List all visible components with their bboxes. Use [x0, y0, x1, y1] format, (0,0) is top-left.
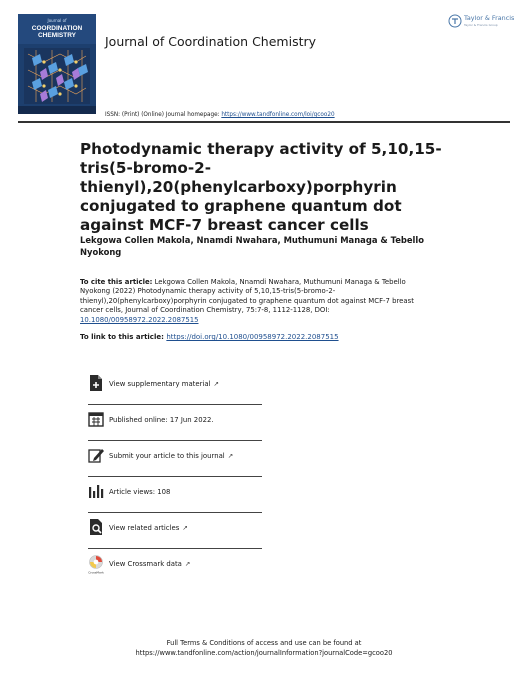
- journal-cover-image: [18, 14, 96, 114]
- article-doi-link[interactable]: https://doi.org/10.1080/00958972.2022.2087515: [166, 333, 339, 341]
- related-label: [109, 524, 188, 532]
- row-divider: [88, 440, 262, 441]
- citation-label: To cite this article:: [80, 278, 153, 286]
- cover-line-1: Journal of: [47, 18, 67, 23]
- edit-pencil-icon: [88, 447, 104, 463]
- submit-label: [109, 452, 233, 460]
- journal-title[interactable]: Journal of Coordination Chemistry: [105, 34, 317, 49]
- supplementary-label: [109, 380, 219, 388]
- cover-footer-band: [18, 106, 96, 114]
- issn-text: ISSN: (Print) (Online) Journal homepage:: [105, 112, 222, 118]
- publisher-emblem-icon: [448, 14, 462, 28]
- row-divider: [88, 548, 262, 549]
- submit-text: Submit your article to this journal: [109, 452, 225, 460]
- row-divider: [88, 476, 262, 477]
- footer-terms-link[interactable]: https://www.tandfonline.com/action/journalInformation?journalCode=gcoo20: [135, 648, 393, 657]
- submit-row[interactable]: [88, 447, 262, 481]
- row-divider: [88, 512, 262, 513]
- document-search-icon: [88, 519, 104, 535]
- external-link-icon: ↗: [184, 560, 191, 568]
- cover-crystal-art: [24, 48, 90, 104]
- supplementary-text: View supplementary material: [109, 380, 211, 388]
- article-link-line: [80, 333, 339, 341]
- citation-text: Lekgowa Collen Makola, Nnamdi Nwahara, Muthumuni Managa & Tebello Nyokong (2022) Photodynamic therapy activity of 5,10,15-tris(5-bromo-2-thienyl),20(phenylcarboxy)porphyrin conjugated to graphene quantum dot against MCF-7 breast cancer cells, Journal of Coordination Chemistry, 75:7-8, 1112-1128, DOI:: [80, 278, 414, 315]
- crossmark-row[interactable]: [88, 555, 262, 589]
- crossmark-label: [109, 560, 190, 568]
- journal-homepage-link[interactable]: https://www.tandfonline.com/loi/gcoo20: [221, 112, 335, 118]
- calendar-icon: [88, 411, 104, 427]
- cover-line-2-text: COORDINATION: [31, 25, 83, 32]
- footer-terms: [0, 639, 528, 658]
- views-label: Article views: 108: [109, 488, 171, 496]
- external-link-icon: ↗: [182, 524, 188, 532]
- supplementary-row[interactable]: [88, 375, 262, 409]
- related-text: View related articles: [109, 524, 180, 532]
- crossmark-text: View Crossmark data: [109, 560, 182, 568]
- crossmark-icon: [88, 555, 104, 575]
- header-divider: [18, 121, 510, 123]
- article-link-label: To link to this article:: [80, 333, 167, 341]
- related-row[interactable]: [88, 519, 262, 553]
- citation-block: [80, 278, 428, 325]
- external-link-icon: ↗: [227, 452, 234, 460]
- document-plus-icon: [88, 375, 104, 391]
- cover-line-2: [18, 25, 96, 39]
- bar-chart-icon: [88, 483, 104, 499]
- publisher-name: Taylor & Francis: [464, 14, 515, 22]
- footer-line-1: Full Terms & Conditions of access and use can be found at: [166, 639, 362, 647]
- citation-doi-link[interactable]: 10.1080/00958972.2022.2087515: [80, 315, 199, 324]
- article-authors: Lekgowa Collen Makola, Nnamdi Nwahara, Muthumuni Managa & Tebello Nyokong: [80, 235, 425, 257]
- external-link-icon: ↗: [213, 380, 219, 388]
- cover-line-3-text: CHEMISTRY: [37, 32, 77, 39]
- publisher-logo[interactable]: [448, 14, 518, 32]
- issn-line: [105, 112, 335, 118]
- publisher-tagline: Taylor & Francis Group: [464, 23, 498, 27]
- row-divider: [88, 404, 262, 405]
- views-row: [88, 483, 262, 517]
- article-title: Photodynamic therapy activity of 5,10,15-tris(5-bromo-2-thienyl),20(phenylcarboxy)porphyrin conjugated to graphene quantum dot against MCF-7 breast cancer cells: [80, 140, 442, 234]
- published-label: Published online: 17 Jun 2022.: [109, 416, 214, 424]
- published-row: [88, 411, 262, 445]
- crossmark-caption: CrossMark: [88, 570, 104, 575]
